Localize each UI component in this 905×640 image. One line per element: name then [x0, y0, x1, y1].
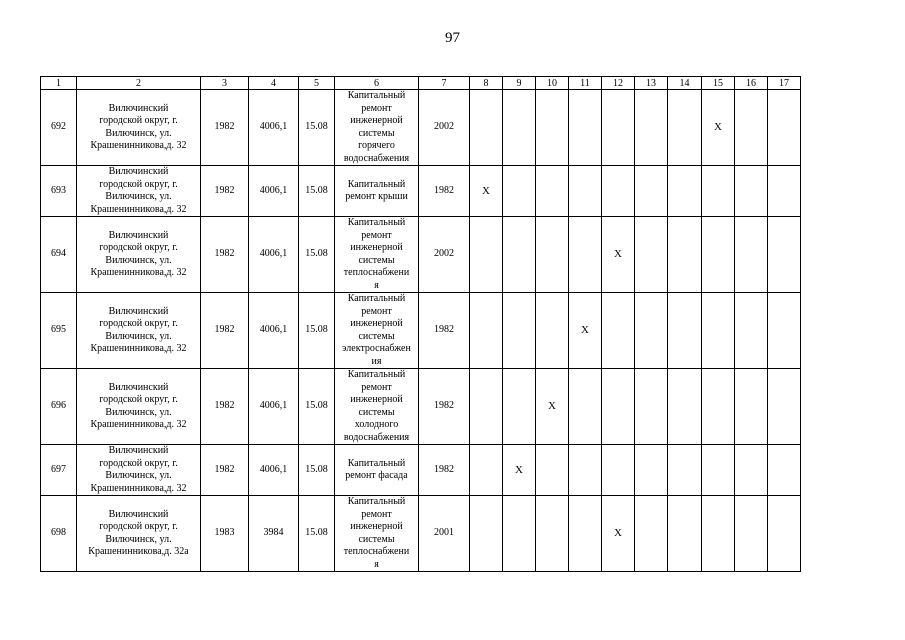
year-cell: 1982: [201, 445, 249, 496]
work-type-cell: Капитальный ремонт инженерной системы холодного водоснабжения: [335, 369, 419, 445]
year-cell: 1982: [201, 217, 249, 293]
table-row: [41, 166, 801, 217]
mark-cell-11: [569, 369, 602, 445]
code-cell: 15.08: [299, 369, 335, 445]
mark-cell-10: [536, 496, 569, 572]
mark-cell-10: [536, 217, 569, 293]
mark-cell-9: [503, 496, 536, 572]
column-number-2: 2: [77, 77, 201, 90]
column-number-9: 9: [503, 77, 536, 90]
mark-cell-14: [668, 445, 702, 496]
mark-cell-12: [602, 445, 635, 496]
mark-cell-9: [503, 166, 536, 217]
mark-cell-9: [503, 217, 536, 293]
column-number-4: 4: [249, 77, 299, 90]
year-cell: 1982: [201, 293, 249, 369]
row-number: 697: [41, 445, 77, 496]
mark-cell-13: [635, 90, 668, 166]
address-cell: Вилючинский городской округ, г. Вилючинск, ул. Крашенинникова,д. 32: [77, 166, 201, 217]
area-cell: 4006,1: [249, 90, 299, 166]
mark-cell-16: [735, 369, 768, 445]
mark-cell-16: [735, 166, 768, 217]
mark-cell-8: [470, 445, 503, 496]
column-number-11: 11: [569, 77, 602, 90]
mark-cell-16: [735, 217, 768, 293]
header-row: [41, 77, 801, 90]
mark-cell-15: [702, 166, 735, 217]
mark-cell-9: X: [503, 445, 536, 496]
area-cell: 4006,1: [249, 217, 299, 293]
code-cell: 15.08: [299, 496, 335, 572]
mark-cell-8: X: [470, 166, 503, 217]
code-cell: 15.08: [299, 445, 335, 496]
column-number-14: 14: [668, 77, 702, 90]
plan-year-cell: 2002: [419, 217, 470, 293]
plan-year-cell: 1982: [419, 369, 470, 445]
column-number-16: 16: [735, 77, 768, 90]
code-cell: 15.08: [299, 166, 335, 217]
row-number: 693: [41, 166, 77, 217]
work-type-cell: Капитальный ремонт инженерной системы теплоснабжени я: [335, 496, 419, 572]
column-number-5: 5: [299, 77, 335, 90]
area-cell: 4006,1: [249, 166, 299, 217]
column-number-10: 10: [536, 77, 569, 90]
mark-cell-12: [602, 90, 635, 166]
mark-cell-14: [668, 369, 702, 445]
mark-cell-14: [668, 293, 702, 369]
column-number-6: 6: [335, 77, 419, 90]
mark-cell-14: [668, 217, 702, 293]
mark-cell-13: [635, 293, 668, 369]
mark-cell-12: [602, 369, 635, 445]
area-cell: 4006,1: [249, 369, 299, 445]
address-cell: Вилючинский городской округ, г. Вилючинск, ул. Крашенинникова,д. 32: [77, 293, 201, 369]
mark-cell-13: [635, 445, 668, 496]
work-type-cell: Капитальный ремонт фасада: [335, 445, 419, 496]
mark-cell-17: [768, 369, 801, 445]
column-number-15: 15: [702, 77, 735, 90]
mark-cell-17: [768, 90, 801, 166]
register-table: [40, 76, 801, 572]
page-number: 97: [445, 30, 460, 46]
mark-cell-15: [702, 293, 735, 369]
area-cell: 3984: [249, 496, 299, 572]
mark-cell-17: [768, 445, 801, 496]
column-number-1: 1: [41, 77, 77, 90]
mark-cell-15: [702, 496, 735, 572]
mark-cell-12: X: [602, 496, 635, 572]
column-number-12: 12: [602, 77, 635, 90]
code-cell: 15.08: [299, 90, 335, 166]
mark-cell-13: [635, 496, 668, 572]
mark-cell-15: [702, 445, 735, 496]
row-number: 694: [41, 217, 77, 293]
work-type-cell: Капитальный ремонт крыши: [335, 166, 419, 217]
mark-cell-10: [536, 90, 569, 166]
mark-cell-17: [768, 166, 801, 217]
row-number: 696: [41, 369, 77, 445]
plan-year-cell: 1982: [419, 166, 470, 217]
mark-cell-11: [569, 217, 602, 293]
column-number-3: 3: [201, 77, 249, 90]
column-number-8: 8: [470, 77, 503, 90]
column-number-17: 17: [768, 77, 801, 90]
mark-cell-10: [536, 445, 569, 496]
mark-cell-13: [635, 217, 668, 293]
mark-cell-14: [668, 90, 702, 166]
row-number: 695: [41, 293, 77, 369]
work-type-cell: Капитальный ремонт инженерной системы электроснабжен ия: [335, 293, 419, 369]
year-cell: 1982: [201, 166, 249, 217]
mark-cell-17: [768, 293, 801, 369]
mark-cell-12: [602, 166, 635, 217]
row-number: 692: [41, 90, 77, 166]
mark-cell-12: [602, 293, 635, 369]
table-row: [41, 496, 801, 572]
table-body: [41, 77, 801, 572]
mark-cell-10: [536, 293, 569, 369]
mark-cell-8: [470, 293, 503, 369]
mark-cell-11: [569, 445, 602, 496]
column-number-13: 13: [635, 77, 668, 90]
plan-year-cell: 1982: [419, 445, 470, 496]
mark-cell-10: X: [536, 369, 569, 445]
mark-cell-11: X: [569, 293, 602, 369]
mark-cell-8: [470, 217, 503, 293]
table-row: [41, 445, 801, 496]
mark-cell-13: [635, 369, 668, 445]
row-number: 698: [41, 496, 77, 572]
mark-cell-17: [768, 496, 801, 572]
mark-cell-8: [470, 496, 503, 572]
mark-cell-16: [735, 496, 768, 572]
mark-cell-11: [569, 90, 602, 166]
work-type-cell: Капитальный ремонт инженерной системы горячего водоснабжения: [335, 90, 419, 166]
mark-cell-11: [569, 166, 602, 217]
mark-cell-14: [668, 496, 702, 572]
column-number-7: 7: [419, 77, 470, 90]
mark-cell-15: X: [702, 90, 735, 166]
mark-cell-17: [768, 217, 801, 293]
mark-cell-10: [536, 166, 569, 217]
table-row: [41, 90, 801, 166]
address-cell: Вилючинский городской округ, г. Вилючинск, ул. Крашенинникова,д. 32: [77, 445, 201, 496]
plan-year-cell: 1982: [419, 293, 470, 369]
table-row: [41, 217, 801, 293]
mark-cell-8: [470, 369, 503, 445]
area-cell: 4006,1: [249, 293, 299, 369]
table-row: [41, 369, 801, 445]
mark-cell-9: [503, 293, 536, 369]
mark-cell-15: [702, 217, 735, 293]
year-cell: 1982: [201, 90, 249, 166]
mark-cell-16: [735, 293, 768, 369]
mark-cell-8: [470, 90, 503, 166]
code-cell: 15.08: [299, 293, 335, 369]
plan-year-cell: 2001: [419, 496, 470, 572]
address-cell: Вилючинский городской округ, г. Вилючинск, ул. Крашенинникова,д. 32: [77, 369, 201, 445]
table-row: [41, 293, 801, 369]
code-cell: 15.08: [299, 217, 335, 293]
mark-cell-15: [702, 369, 735, 445]
address-cell: Вилючинский городской округ, г. Вилючинск, ул. Крашенинникова,д. 32: [77, 90, 201, 166]
mark-cell-14: [668, 166, 702, 217]
area-cell: 4006,1: [249, 445, 299, 496]
year-cell: 1982: [201, 369, 249, 445]
mark-cell-9: [503, 90, 536, 166]
mark-cell-11: [569, 496, 602, 572]
mark-cell-16: [735, 90, 768, 166]
plan-year-cell: 2002: [419, 90, 470, 166]
mark-cell-16: [735, 445, 768, 496]
address-cell: Вилючинский городской округ, г. Вилючинск, ул. Крашенинникова,д. 32а: [77, 496, 201, 572]
work-type-cell: Капитальный ремонт инженерной системы теплоснабжени я: [335, 217, 419, 293]
mark-cell-12: X: [602, 217, 635, 293]
address-cell: Вилючинский городской округ, г. Вилючинск, ул. Крашенинникова,д. 32: [77, 217, 201, 293]
mark-cell-13: [635, 166, 668, 217]
year-cell: 1983: [201, 496, 249, 572]
mark-cell-9: [503, 369, 536, 445]
